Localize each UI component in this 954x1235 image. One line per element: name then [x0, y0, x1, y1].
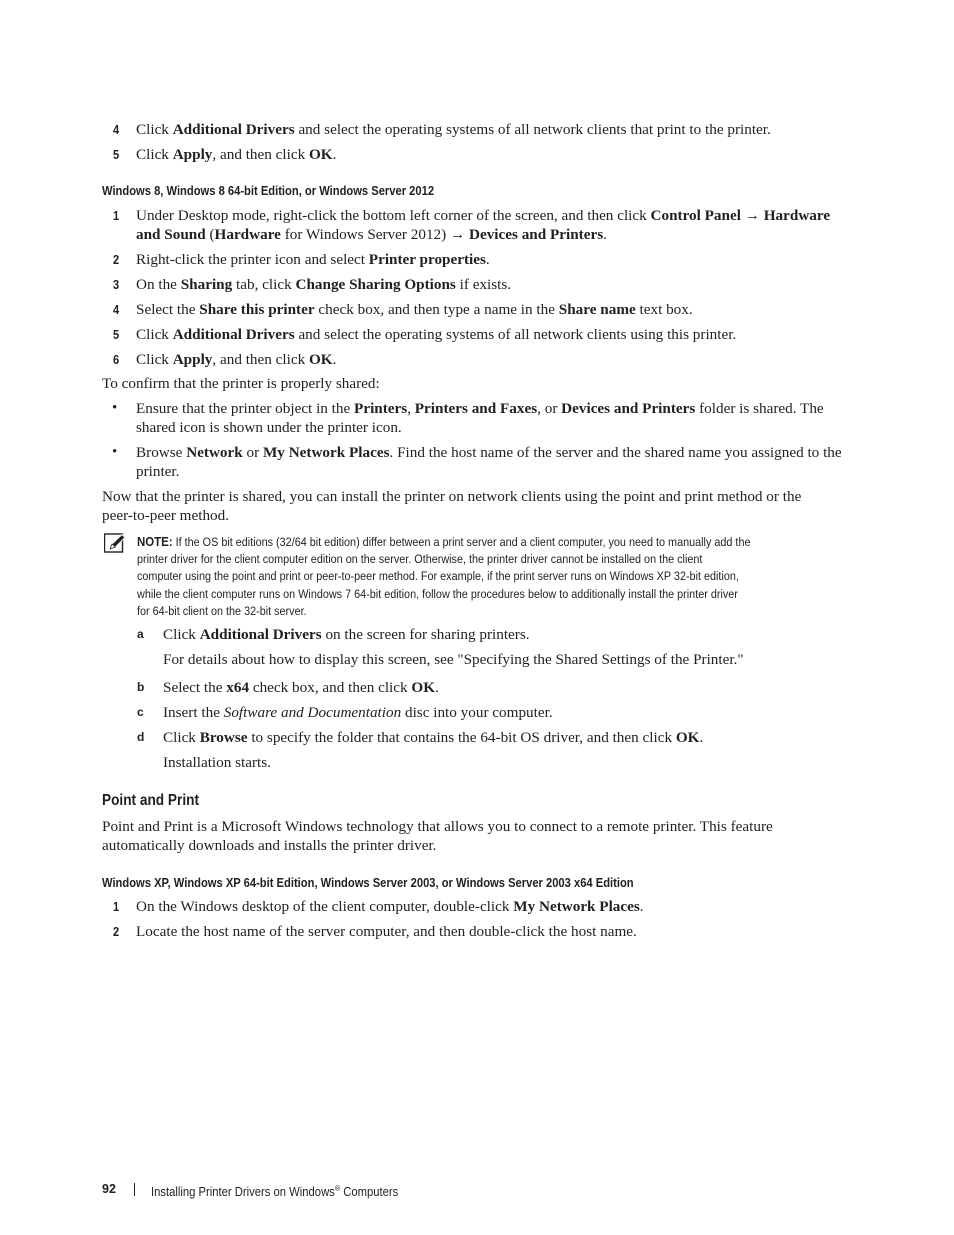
note-line: printer driver for the client computer edition on the server. Otherwise, the printer driver cannot be installed on the client: [137, 552, 703, 567]
sub-step-letter: c: [137, 705, 144, 719]
step-number: 4: [113, 302, 120, 317]
step-number: 2: [113, 924, 120, 939]
step-text: Click Apply, and then click OK.: [136, 146, 337, 163]
step-number: 5: [113, 147, 120, 162]
paragraph-line: peer-to-peer method.: [102, 507, 230, 524]
point-print-paragraph: [102, 817, 852, 855]
step-number: 5: [113, 327, 120, 342]
sub-step-letter: a: [137, 627, 144, 641]
text-line: Ensure that the printer object in the Printers, Printers and Faxes, or Devices and Printers folder is shared. The: [136, 400, 824, 417]
shared-paragraph: [102, 487, 852, 525]
sub-step-text: Click Browse to specify the folder that contains the 64-bit OS driver, and then click OK.: [163, 729, 704, 746]
text-line: Under Desktop mode, right-click the bottom left corner of the screen, and then click Control Panel → Hardware: [136, 207, 831, 224]
confirm-intro: To confirm that the printer is properly shared:: [102, 375, 380, 392]
step-number: 1: [113, 208, 120, 223]
step-text: [136, 325, 851, 344]
step-text: [136, 206, 851, 244]
step-text: [136, 250, 851, 269]
section-heading-windows-8: Windows 8, Windows 8 64-bit Edition, or Windows Server 2012: [102, 183, 435, 198]
bullet-glyph: •: [112, 400, 118, 416]
footer-title: Installing Printer Drivers on Windows® Computers: [151, 1184, 399, 1200]
note-block: [137, 533, 771, 620]
text-line: Click Apply, and then click OK.: [136, 351, 337, 368]
text-line: printer.: [136, 463, 180, 480]
sub-step-text: For details about how to display this screen, see "Specifying the Shared Settings of the Printer.": [163, 651, 744, 668]
step-text: Locate the host name of the server computer, and then double-click the host name.: [136, 923, 637, 940]
paragraph-line: Now that the printer is shared, you can install the printer on network clients using the point and print method or the: [102, 488, 802, 505]
step-text: [136, 300, 851, 319]
text-line: Click Additional Drivers and select the operating systems of all network clients using this printer.: [136, 326, 737, 343]
section-heading-point-and-print: Point and Print: [102, 792, 199, 809]
sub-step-text: Click Additional Drivers on the screen for sharing printers.: [163, 626, 530, 643]
sub-step-text: Installation starts.: [163, 754, 271, 771]
section-heading-windows-xp: Windows XP, Windows XP 64-bit Edition, Windows Server 2003, or Windows Server 2003 x64 Edition: [102, 875, 634, 890]
sub-step-text: Select the x64 check box, and then click OK.: [163, 679, 439, 696]
sub-step-text: Insert the Software and Documentation disc into your computer.: [163, 704, 553, 721]
paragraph-line: automatically downloads and installs the printer driver.: [102, 837, 437, 854]
bullet-text: [136, 399, 851, 437]
step-number: 6: [113, 352, 120, 367]
note-line: while the client computer runs on Windows 7 64-bit edition, follow the procedures below to additionally install the printer driver: [137, 586, 738, 601]
footer-separator: [134, 1183, 135, 1196]
page-number: 92: [102, 1182, 116, 1196]
text-line: shared icon is shown under the printer icon.: [136, 419, 402, 436]
note-line: computer using the point and print or peer-to-peer method. For example, if the print server runs on Windows XP 32-bit edition,: [137, 569, 739, 584]
sub-step-letter: d: [137, 730, 145, 744]
note-label: NOTE:: [137, 534, 173, 549]
step-text: Click Additional Drivers and select the operating systems of all network clients that print to the printer.: [136, 121, 771, 138]
sub-step-letter: b: [137, 680, 145, 694]
text-line: Right-click the printer icon and select Printer properties.: [136, 251, 490, 268]
paragraph-line: Point and Print is a Microsoft Windows technology that allows you to connect to a remote printer. This feature: [102, 818, 773, 835]
step-text: On the Windows desktop of the client computer, double-click My Network Places.: [136, 898, 644, 915]
step-number: 3: [113, 277, 120, 292]
bullet-glyph: •: [112, 444, 118, 460]
bullet-text: [136, 443, 851, 481]
pencil-note-icon: [104, 533, 126, 553]
step-number: 4: [113, 122, 120, 137]
text-line: Select the Share this printer check box, and then type a name in the Share name text box.: [136, 301, 693, 318]
step-number: 2: [113, 252, 120, 267]
step-text: [136, 275, 851, 294]
text-line: On the Sharing tab, click Change Sharing Options if exists.: [136, 276, 512, 293]
step-number: 1: [113, 899, 120, 914]
text-line: and Sound (Hardware for Windows Server 2012) → Devices and Printers.: [136, 226, 607, 243]
text-line: Browse Network or My Network Places. Find the host name of the server and the shared name you assigned to the: [136, 444, 842, 461]
note-line: for 64-bit client on the 32-bit server.: [137, 603, 307, 618]
note-line: NOTE: If the OS bit editions (32/64 bit edition) differ between a print server and a client computer, you need to manually add the: [137, 534, 751, 549]
step-text: [136, 350, 851, 369]
